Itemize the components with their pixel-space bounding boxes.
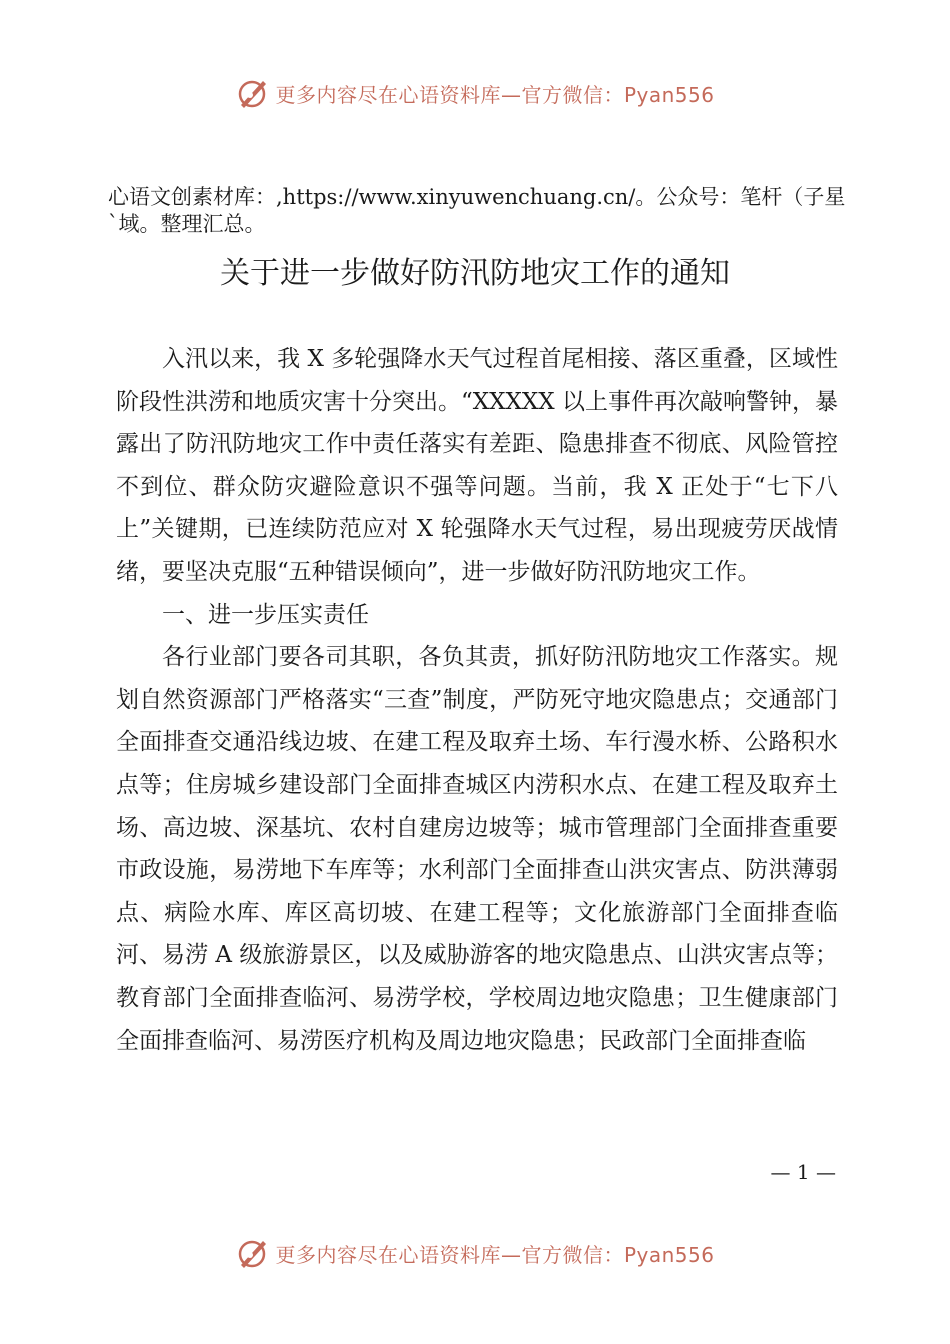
pen-logo-icon: [235, 75, 271, 111]
document-body: [116, 338, 838, 1062]
banner-text: 更多内容尽在心语资料库—官方微信：Pyan556: [275, 1242, 715, 1267]
source-note: 心语文创素材库：,https://www.xinyuwenchuang.cn/。公众号：笔杆（子星`域。整理汇总。: [108, 185, 846, 236]
footer-banner: [0, 1228, 950, 1278]
header-banner: [0, 68, 950, 118]
page-number: — 1 —: [770, 1160, 836, 1184]
document-title: 关于进一步做好防汛防地灾工作的通知: [220, 256, 730, 291]
section-heading: 一、进一步压实责任: [162, 601, 369, 628]
banner-text: 更多内容尽在心语资料库—官方微信：Pyan556: [275, 82, 715, 107]
paragraph-responsibility: 各行业部门要各司其职，各负其责，抓好防汛防地灾工作落实。规划自然资源部门严格落实“三查”制度，严防死守地灾隐患点；交通部门全面排查交通沿线边坡、在建工程及取弃土场、车行漫水桥、公路积水点等；住房城乡建设部门全面排查城区内涝积水点、在建工程及取弃土场、高边坡、深基坑、农村自建房边坡等；城市管理部门全面排查重要市政设施，易涝地下车库等；水利部门全面排查山洪灾害点、防洪薄弱点、病险水库、库区高切坡、在建工程等；文化旅游部门全面排查临河、易涝 A 级旅游景区，以及威胁游客的地灾隐患点、山洪灾害点等；教育部门全面排查临河、易涝学校，学校周边地灾隐患；卫生健康部门全面排查临河、易涝医疗机构及周边地灾隐患；民政部门全面排查临: [116, 644, 838, 1054]
paragraph-intro: 入汛以来，我 X 多轮强降水天气过程首尾相接、落区重叠，区域性阶段性洪涝和地质灾害十分突出。“XXXXX 以上事件再次敲响警钟，暴露出了防汛防地灾工作中责任落实有差距、隐患排查不彻底、风险管控不到位、群众防灾避险意识不强等问题。当前，我 X 正处于“七下八上”关键期，已连续防范应对 X 轮强降水天气过程，易出现疲劳厌战情绪，要坚决克服“五种错误倾向”，进一步做好防汛防地灾工作。: [116, 346, 838, 585]
pen-logo-icon: [235, 1235, 271, 1271]
